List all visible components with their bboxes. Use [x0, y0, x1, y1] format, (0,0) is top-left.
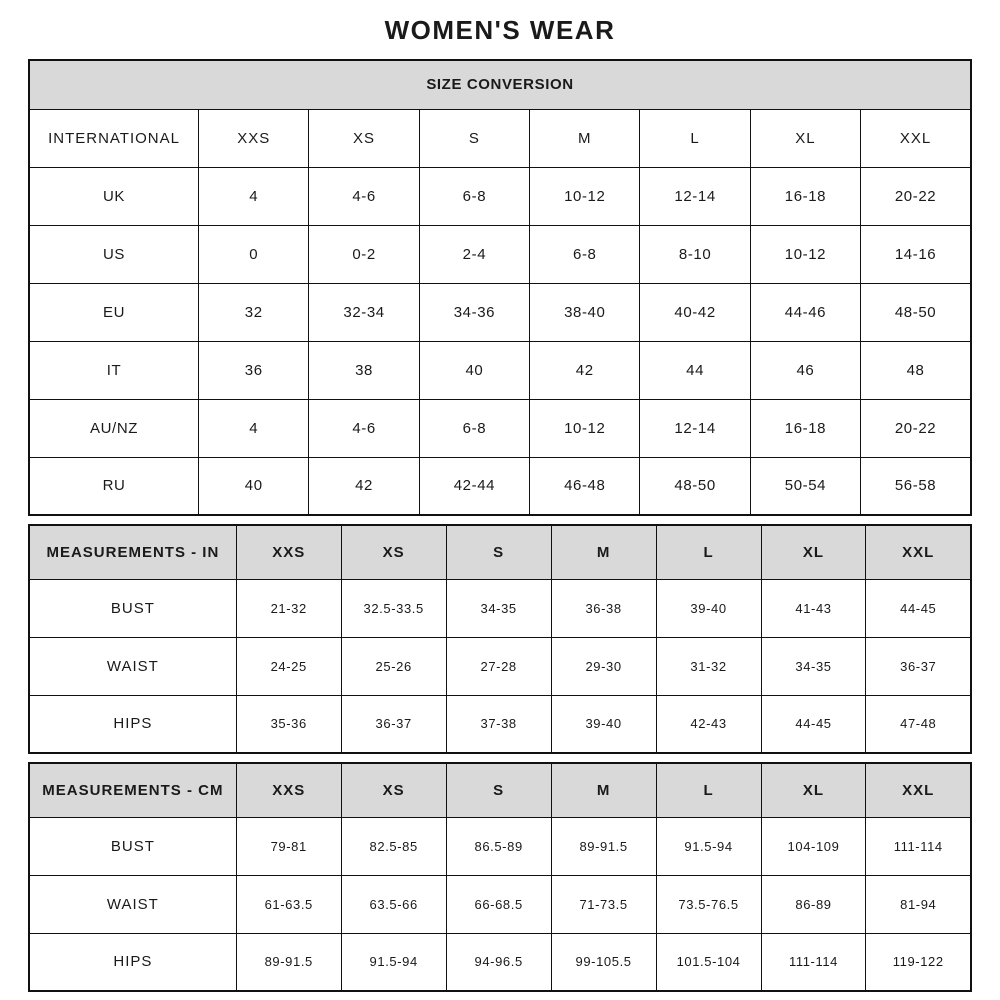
row-header-title: INTERNATIONAL	[29, 109, 199, 167]
row-label: RU	[29, 457, 199, 515]
value-cell: 101.5-104	[656, 933, 761, 991]
value-cell: 81-94	[866, 875, 971, 933]
value-cell: 61-63.5	[236, 875, 341, 933]
table-row	[29, 933, 971, 991]
size-column-header: L	[640, 109, 750, 167]
value-cell: 71-73.5	[551, 875, 656, 933]
value-cell: 82.5-85	[341, 817, 446, 875]
value-cell: 89-91.5	[236, 933, 341, 991]
value-cell: 42-43	[656, 695, 761, 753]
value-cell: 46	[750, 341, 860, 399]
row-label: US	[29, 225, 199, 283]
column-header-row	[29, 525, 971, 579]
value-cell: 12-14	[640, 399, 750, 457]
value-cell: 10-12	[750, 225, 860, 283]
value-cell: 6-8	[419, 167, 529, 225]
size-column-header: XXS	[236, 763, 341, 817]
value-cell: 104-109	[761, 817, 866, 875]
size-column-header: M	[551, 525, 656, 579]
value-cell: 10-12	[530, 399, 640, 457]
table-measurements-in	[28, 524, 972, 754]
value-cell: 44	[640, 341, 750, 399]
value-cell: 63.5-66	[341, 875, 446, 933]
table-row	[29, 695, 971, 753]
value-cell: 86.5-89	[446, 817, 551, 875]
value-cell: 38	[309, 341, 419, 399]
page-title: WOMEN'S WEAR	[384, 15, 616, 45]
value-cell: 79-81	[236, 817, 341, 875]
table-row	[29, 167, 971, 225]
size-column-header: XXL	[866, 763, 971, 817]
size-column-header: XXS	[236, 525, 341, 579]
size-column-header: XL	[761, 763, 866, 817]
value-cell: 16-18	[750, 167, 860, 225]
value-cell: 0	[199, 225, 309, 283]
table-row	[29, 875, 971, 933]
value-cell: 34-36	[419, 283, 529, 341]
value-cell: 91.5-94	[656, 817, 761, 875]
value-cell: 37-38	[446, 695, 551, 753]
value-cell: 36-38	[551, 579, 656, 637]
value-cell: 73.5-76.5	[656, 875, 761, 933]
size-column-header: XS	[341, 525, 446, 579]
table-row	[29, 341, 971, 399]
row-label: BUST	[29, 817, 236, 875]
value-cell: 44-45	[761, 695, 866, 753]
size-column-header: L	[656, 763, 761, 817]
value-cell: 16-18	[750, 399, 860, 457]
value-cell: 14-16	[861, 225, 971, 283]
value-cell: 4	[199, 399, 309, 457]
size-column-header: XS	[309, 109, 419, 167]
size-column-header: S	[446, 763, 551, 817]
table-row	[29, 637, 971, 695]
value-cell: 48-50	[861, 283, 971, 341]
value-cell: 50-54	[750, 457, 860, 515]
size-column-header: XS	[341, 763, 446, 817]
value-cell: 36-37	[866, 637, 971, 695]
value-cell: 47-48	[866, 695, 971, 753]
value-cell: 20-22	[861, 167, 971, 225]
size-column-header: XL	[761, 525, 866, 579]
value-cell: 40	[199, 457, 309, 515]
size-column-header: XXS	[199, 109, 309, 167]
value-cell: 39-40	[551, 695, 656, 753]
value-cell: 12-14	[640, 167, 750, 225]
size-column-header: M	[551, 763, 656, 817]
value-cell: 40	[419, 341, 529, 399]
value-cell: 46-48	[530, 457, 640, 515]
value-cell: 94-96.5	[446, 933, 551, 991]
row-label: UK	[29, 167, 199, 225]
size-column-header: L	[656, 525, 761, 579]
value-cell: 10-12	[530, 167, 640, 225]
value-cell: 34-35	[761, 637, 866, 695]
value-cell: 91.5-94	[341, 933, 446, 991]
size-column-header: S	[446, 525, 551, 579]
value-cell: 111-114	[866, 817, 971, 875]
size-column-header: M	[530, 109, 640, 167]
value-cell: 40-42	[640, 283, 750, 341]
value-cell: 38-40	[530, 283, 640, 341]
column-header-row	[29, 109, 971, 167]
value-cell: 4	[199, 167, 309, 225]
table-row	[29, 283, 971, 341]
table-row	[29, 817, 971, 875]
value-cell: 42	[309, 457, 419, 515]
table-row	[29, 225, 971, 283]
value-cell: 25-26	[341, 637, 446, 695]
value-cell: 2-4	[419, 225, 529, 283]
value-cell: 20-22	[861, 399, 971, 457]
value-cell: 99-105.5	[551, 933, 656, 991]
value-cell: 86-89	[761, 875, 866, 933]
value-cell: 44-46	[750, 283, 860, 341]
value-cell: 56-58	[861, 457, 971, 515]
row-label: BUST	[29, 579, 236, 637]
value-cell: 42	[530, 341, 640, 399]
value-cell: 48-50	[640, 457, 750, 515]
size-column-header: XL	[750, 109, 860, 167]
value-cell: 4-6	[309, 167, 419, 225]
table-row	[29, 399, 971, 457]
value-cell: 41-43	[761, 579, 866, 637]
value-cell: 0-2	[309, 225, 419, 283]
value-cell: 89-91.5	[551, 817, 656, 875]
size-column-header: XXL	[866, 525, 971, 579]
value-cell: 36	[199, 341, 309, 399]
size-column-header: S	[419, 109, 529, 167]
value-cell: 6-8	[530, 225, 640, 283]
value-cell: 32.5-33.5	[341, 579, 446, 637]
table-row	[29, 579, 971, 637]
value-cell: 4-6	[309, 399, 419, 457]
value-cell: 21-32	[236, 579, 341, 637]
value-cell: 34-35	[446, 579, 551, 637]
value-cell: 8-10	[640, 225, 750, 283]
value-cell: 32	[199, 283, 309, 341]
value-cell: 27-28	[446, 637, 551, 695]
row-label: IT	[29, 341, 199, 399]
value-cell: 6-8	[419, 399, 529, 457]
row-header-title: MEASUREMENTS - IN	[29, 525, 236, 579]
value-cell: 119-122	[866, 933, 971, 991]
row-label: HIPS	[29, 695, 236, 753]
value-cell: 48	[861, 341, 971, 399]
row-header-title: MEASUREMENTS - CM	[29, 763, 236, 817]
value-cell: 29-30	[551, 637, 656, 695]
value-cell: 39-40	[656, 579, 761, 637]
value-cell: 24-25	[236, 637, 341, 695]
value-cell: 36-37	[341, 695, 446, 753]
banner-row	[29, 60, 971, 109]
value-cell: 44-45	[866, 579, 971, 637]
value-cell: 35-36	[236, 695, 341, 753]
column-header-row	[29, 763, 971, 817]
table-banner: SIZE CONVERSION	[29, 60, 971, 109]
table-measurements-cm	[28, 762, 972, 992]
value-cell: 42-44	[419, 457, 529, 515]
table-size-conversion	[28, 59, 972, 516]
size-column-header: XXL	[861, 109, 971, 167]
value-cell: 32-34	[309, 283, 419, 341]
row-label: WAIST	[29, 637, 236, 695]
value-cell: 31-32	[656, 637, 761, 695]
value-cell: 66-68.5	[446, 875, 551, 933]
row-label: WAIST	[29, 875, 236, 933]
value-cell: 111-114	[761, 933, 866, 991]
row-label: AU/NZ	[29, 399, 199, 457]
row-label: EU	[29, 283, 199, 341]
tables-container	[28, 59, 972, 992]
row-label: HIPS	[29, 933, 236, 991]
table-row	[29, 457, 971, 515]
